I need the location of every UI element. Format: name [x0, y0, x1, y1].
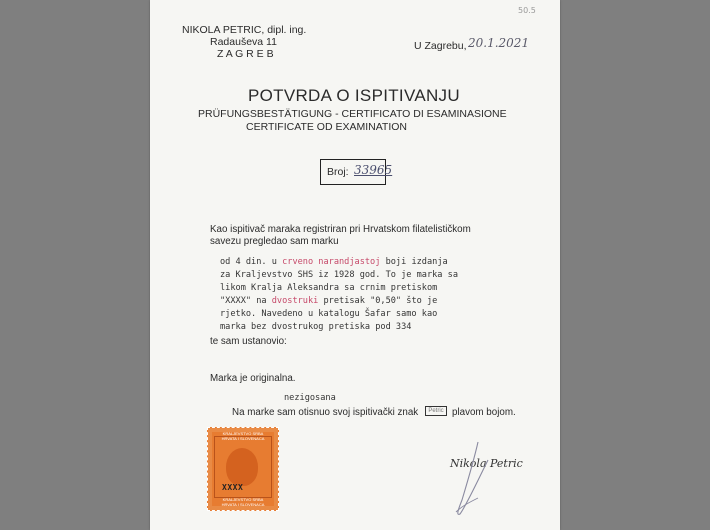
- stamp-bottom-text: KRALJEVSTVO SRBA HRVATA I SLOVENACA: [221, 497, 265, 507]
- mark-line-after: plavom bojom.: [452, 407, 516, 418]
- typed-line-4: [220, 296, 437, 306]
- signature-name: Nikola Petric: [450, 457, 523, 470]
- examiner-street: Radauševa 11: [210, 36, 277, 48]
- certificate-title: POTVRDA O ISPITIVANJU: [248, 86, 460, 105]
- typed-line-4-b: pretisak "0,50" što je: [318, 296, 438, 306]
- stamp-top-text: KRALJEVSTVO SRBA HRVATA I SLOVENACA: [221, 431, 265, 441]
- certificate-subtitle-de-it: PRÜFUNGSBESTÄTIGUNG - CERTIFICATO DI ESAMINASIONE: [198, 108, 507, 120]
- stamp-overprint: XXXX: [222, 483, 244, 492]
- typed-line-2: za Kraljevstvo SHS iz 1928 god. To je marka sa: [220, 270, 458, 280]
- certificate-number: 33965: [354, 163, 393, 177]
- typed-double-highlight: dvostruki: [271, 296, 319, 306]
- typed-line-1-b: boji izdanja: [380, 257, 448, 267]
- unused-note: nezigosana: [284, 393, 336, 403]
- typed-line-5: rjetko. Navedeno u katalogu Šafar samo kao: [220, 309, 438, 319]
- examiner-city: Z A G R E B: [217, 48, 274, 60]
- typed-line-1: [220, 257, 448, 267]
- number-label: Broj:: [327, 166, 349, 178]
- examiner-mark-box: Petric: [425, 406, 447, 416]
- original-line: Marka je originalna.: [210, 373, 296, 384]
- examiner-name: NIKOLA PETRIC, dipl. ing.: [182, 24, 307, 36]
- stamp-portrait: [226, 448, 258, 486]
- intro-line-1: Kao ispitivač maraka registriran pri Hrvatskom filatelističkom: [210, 224, 471, 235]
- pencil-note: 50.5: [518, 6, 536, 15]
- typed-color-highlight: crveno narandjastoj: [282, 257, 381, 267]
- signature-scribble: [448, 440, 508, 520]
- typed-line-1-a: od 4 din. u: [220, 257, 283, 267]
- place-label: U Zagrebu,: [414, 40, 467, 52]
- typed-line-3: likom Kralja Aleksandra sa crnim pretiskom: [220, 283, 438, 293]
- certificate-date: 20.1.2021: [468, 36, 530, 50]
- postage-stamp-image: [207, 427, 279, 511]
- typed-line-4-a: "XXXX" na: [220, 296, 272, 306]
- established-line: te sam ustanovio:: [210, 336, 287, 347]
- typed-line-6: marka bez dvostrukog pretiska pod 334: [220, 322, 412, 332]
- intro-line-2: savezu pregledao sam marku: [210, 236, 339, 247]
- certificate-subtitle-en: CERTIFICATE OD EXAMINATION: [246, 121, 408, 133]
- mark-line-before: Na marke sam otisnuo svoj ispitivački znak: [232, 407, 419, 418]
